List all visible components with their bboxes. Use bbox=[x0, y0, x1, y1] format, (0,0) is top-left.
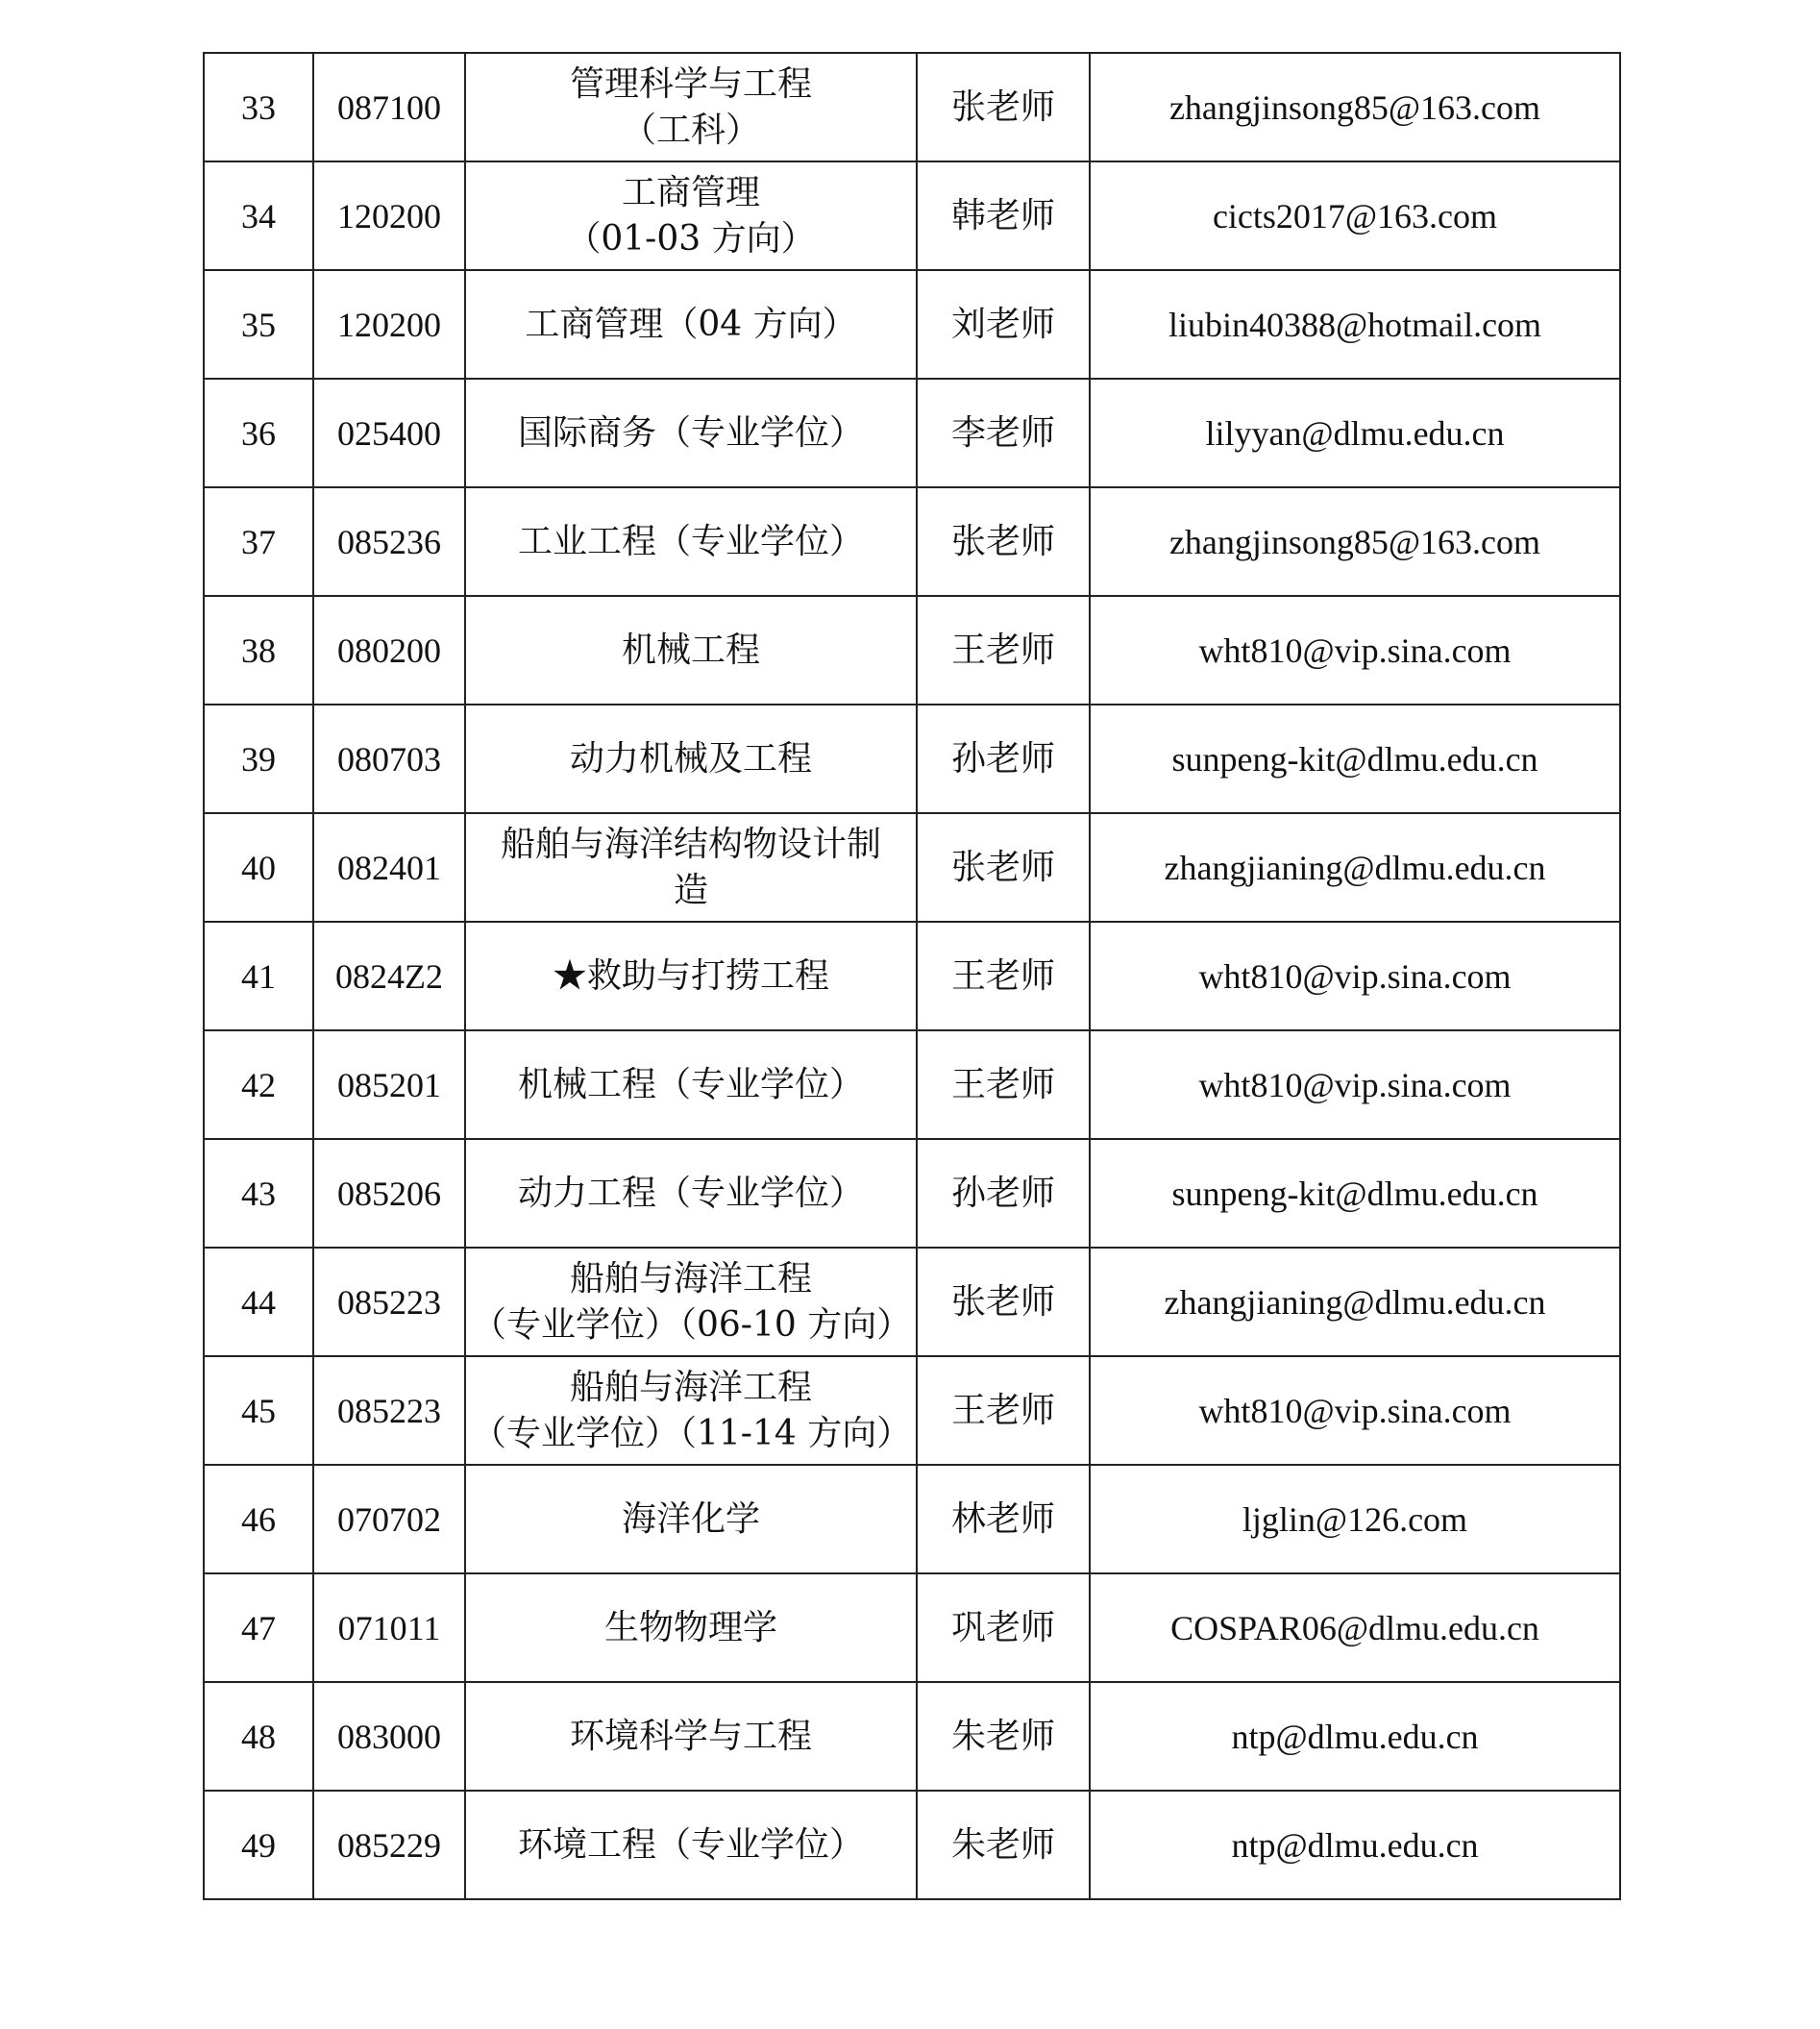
table-row bbox=[204, 1465, 1620, 1573]
program-name-cell bbox=[465, 379, 917, 487]
program-code-cell: 120200 bbox=[313, 161, 465, 270]
program-name-line: 工业工程（专业学位） bbox=[517, 521, 864, 561]
teacher-cell: 孙老师 bbox=[917, 705, 1090, 813]
teacher-cell: 王老师 bbox=[917, 596, 1090, 705]
program-name-line: 国际商务（专业学位） bbox=[517, 412, 864, 453]
teacher-cell: 王老师 bbox=[917, 922, 1090, 1030]
program-code-cell: 085223 bbox=[313, 1356, 465, 1465]
program-code-cell: 0824Z2 bbox=[313, 922, 465, 1030]
teacher-cell: 朱老师 bbox=[917, 1791, 1090, 1899]
program-name-line: 船舶与海洋结构物设计制 bbox=[500, 824, 881, 864]
program-name-cell bbox=[465, 53, 917, 161]
table-row bbox=[204, 1248, 1620, 1356]
email-cell: zhangjinsong85@163.com bbox=[1090, 53, 1620, 161]
email-cell: ntp@dlmu.edu.cn bbox=[1090, 1791, 1620, 1899]
table-row bbox=[204, 53, 1620, 161]
email-cell: zhangjianing@dlmu.edu.cn bbox=[1090, 1248, 1620, 1356]
row-number-cell: 41 bbox=[204, 922, 313, 1030]
program-name-cell bbox=[465, 1030, 917, 1139]
contact-table-body bbox=[204, 53, 1620, 1899]
program-name-cell bbox=[465, 1682, 917, 1791]
table-row bbox=[204, 487, 1620, 596]
program-name-line: 工商管理 bbox=[621, 172, 760, 212]
program-name-cell bbox=[465, 705, 917, 813]
teacher-cell: 张老师 bbox=[917, 1248, 1090, 1356]
program-name-cell bbox=[465, 922, 917, 1030]
program-name-cell bbox=[465, 1139, 917, 1248]
email-cell: wht810@vip.sina.com bbox=[1090, 1356, 1620, 1465]
program-name-line: 船舶与海洋工程 bbox=[569, 1258, 812, 1299]
contact-table bbox=[203, 52, 1621, 1900]
row-number-cell: 49 bbox=[204, 1791, 313, 1899]
table-row bbox=[204, 270, 1620, 379]
row-number-cell: 36 bbox=[204, 379, 313, 487]
program-code-cell: 025400 bbox=[313, 379, 465, 487]
email-cell: zhangjinsong85@163.com bbox=[1090, 487, 1620, 596]
email-cell: cicts2017@163.com bbox=[1090, 161, 1620, 270]
table-row bbox=[204, 922, 1620, 1030]
row-number-cell: 43 bbox=[204, 1139, 313, 1248]
program-name-cell bbox=[465, 813, 917, 922]
table-row bbox=[204, 1030, 1620, 1139]
email-cell: ntp@dlmu.edu.cn bbox=[1090, 1682, 1620, 1791]
table-row bbox=[204, 1573, 1620, 1682]
program-name-cell bbox=[465, 1465, 917, 1573]
program-code-cell: 070702 bbox=[313, 1465, 465, 1573]
email-cell: COSPAR06@dlmu.edu.cn bbox=[1090, 1573, 1620, 1682]
program-name-line: 管理科学与工程 bbox=[569, 63, 812, 104]
teacher-cell: 张老师 bbox=[917, 813, 1090, 922]
program-code-cell: 085229 bbox=[313, 1791, 465, 1899]
teacher-cell: 韩老师 bbox=[917, 161, 1090, 270]
row-number-cell: 48 bbox=[204, 1682, 313, 1791]
program-name-line: （专业学位）（06-10 方向） bbox=[472, 1304, 912, 1345]
table-row bbox=[204, 161, 1620, 270]
teacher-cell: 王老师 bbox=[917, 1030, 1090, 1139]
program-name-cell bbox=[465, 1356, 917, 1465]
row-number-cell: 44 bbox=[204, 1248, 313, 1356]
email-cell: wht810@vip.sina.com bbox=[1090, 922, 1620, 1030]
row-number-cell: 33 bbox=[204, 53, 313, 161]
teacher-cell: 孙老师 bbox=[917, 1139, 1090, 1248]
program-name-line: 动力工程（专业学位） bbox=[517, 1173, 864, 1213]
program-code-cell: 085201 bbox=[313, 1030, 465, 1139]
program-code-cell: 082401 bbox=[313, 813, 465, 922]
program-code-cell: 071011 bbox=[313, 1573, 465, 1682]
table-row bbox=[204, 379, 1620, 487]
table-row bbox=[204, 813, 1620, 922]
row-number-cell: 45 bbox=[204, 1356, 313, 1465]
program-name-line: 环境工程（专业学位） bbox=[517, 1824, 864, 1865]
program-code-cell: 087100 bbox=[313, 53, 465, 161]
row-number-cell: 35 bbox=[204, 270, 313, 379]
program-name-line: （工科） bbox=[621, 110, 760, 150]
row-number-cell: 47 bbox=[204, 1573, 313, 1682]
program-name-line: （专业学位）（11-14 方向） bbox=[472, 1413, 912, 1453]
program-name-line: 工商管理（04 方向） bbox=[525, 304, 857, 344]
program-code-cell: 083000 bbox=[313, 1682, 465, 1791]
contact-table-container bbox=[203, 52, 1621, 1900]
teacher-cell: 张老师 bbox=[917, 53, 1090, 161]
program-code-cell: 080703 bbox=[313, 705, 465, 813]
program-code-cell: 085236 bbox=[313, 487, 465, 596]
program-name-cell bbox=[465, 487, 917, 596]
email-cell: wht810@vip.sina.com bbox=[1090, 596, 1620, 705]
table-row bbox=[204, 1682, 1620, 1791]
row-number-cell: 39 bbox=[204, 705, 313, 813]
program-name-line: 机械工程 bbox=[621, 630, 760, 670]
program-name-cell bbox=[465, 1248, 917, 1356]
program-code-cell: 120200 bbox=[313, 270, 465, 379]
program-code-cell: 085206 bbox=[313, 1139, 465, 1248]
program-name-line: 动力机械及工程 bbox=[569, 738, 812, 779]
program-name-cell bbox=[465, 270, 917, 379]
table-row bbox=[204, 596, 1620, 705]
program-name-line: 机械工程（专业学位） bbox=[517, 1064, 864, 1104]
program-code-cell: 080200 bbox=[313, 596, 465, 705]
email-cell: lilyyan@dlmu.edu.cn bbox=[1090, 379, 1620, 487]
email-cell: zhangjianing@dlmu.edu.cn bbox=[1090, 813, 1620, 922]
row-number-cell: 34 bbox=[204, 161, 313, 270]
program-name-line: 船舶与海洋工程 bbox=[569, 1367, 812, 1407]
teacher-cell: 李老师 bbox=[917, 379, 1090, 487]
email-cell: sunpeng-kit@dlmu.edu.cn bbox=[1090, 1139, 1620, 1248]
teacher-cell: 刘老师 bbox=[917, 270, 1090, 379]
row-number-cell: 37 bbox=[204, 487, 313, 596]
program-name-cell bbox=[465, 596, 917, 705]
program-name-line: 造 bbox=[673, 870, 708, 910]
email-cell: liubin40388@hotmail.com bbox=[1090, 270, 1620, 379]
email-cell: ljglin@126.com bbox=[1090, 1465, 1620, 1573]
teacher-cell: 巩老师 bbox=[917, 1573, 1090, 1682]
program-name-line: 生物物理学 bbox=[603, 1607, 777, 1647]
program-name-line: 环境科学与工程 bbox=[569, 1716, 812, 1756]
program-name-cell bbox=[465, 1791, 917, 1899]
table-row bbox=[204, 1139, 1620, 1248]
row-number-cell: 42 bbox=[204, 1030, 313, 1139]
program-code-cell: 085223 bbox=[313, 1248, 465, 1356]
program-name-line: ★救助与打捞工程 bbox=[552, 955, 829, 996]
row-number-cell: 38 bbox=[204, 596, 313, 705]
program-name-cell bbox=[465, 161, 917, 270]
program-name-line: 海洋化学 bbox=[621, 1498, 760, 1539]
teacher-cell: 朱老师 bbox=[917, 1682, 1090, 1791]
teacher-cell: 林老师 bbox=[917, 1465, 1090, 1573]
row-number-cell: 40 bbox=[204, 813, 313, 922]
email-cell: sunpeng-kit@dlmu.edu.cn bbox=[1090, 705, 1620, 813]
table-row bbox=[204, 1356, 1620, 1465]
teacher-cell: 王老师 bbox=[917, 1356, 1090, 1465]
program-name-cell bbox=[465, 1573, 917, 1682]
teacher-cell: 张老师 bbox=[917, 487, 1090, 596]
row-number-cell: 46 bbox=[204, 1465, 313, 1573]
email-cell: wht810@vip.sina.com bbox=[1090, 1030, 1620, 1139]
table-row bbox=[204, 1791, 1620, 1899]
program-name-line: （01-03 方向） bbox=[566, 218, 816, 259]
table-row bbox=[204, 705, 1620, 813]
